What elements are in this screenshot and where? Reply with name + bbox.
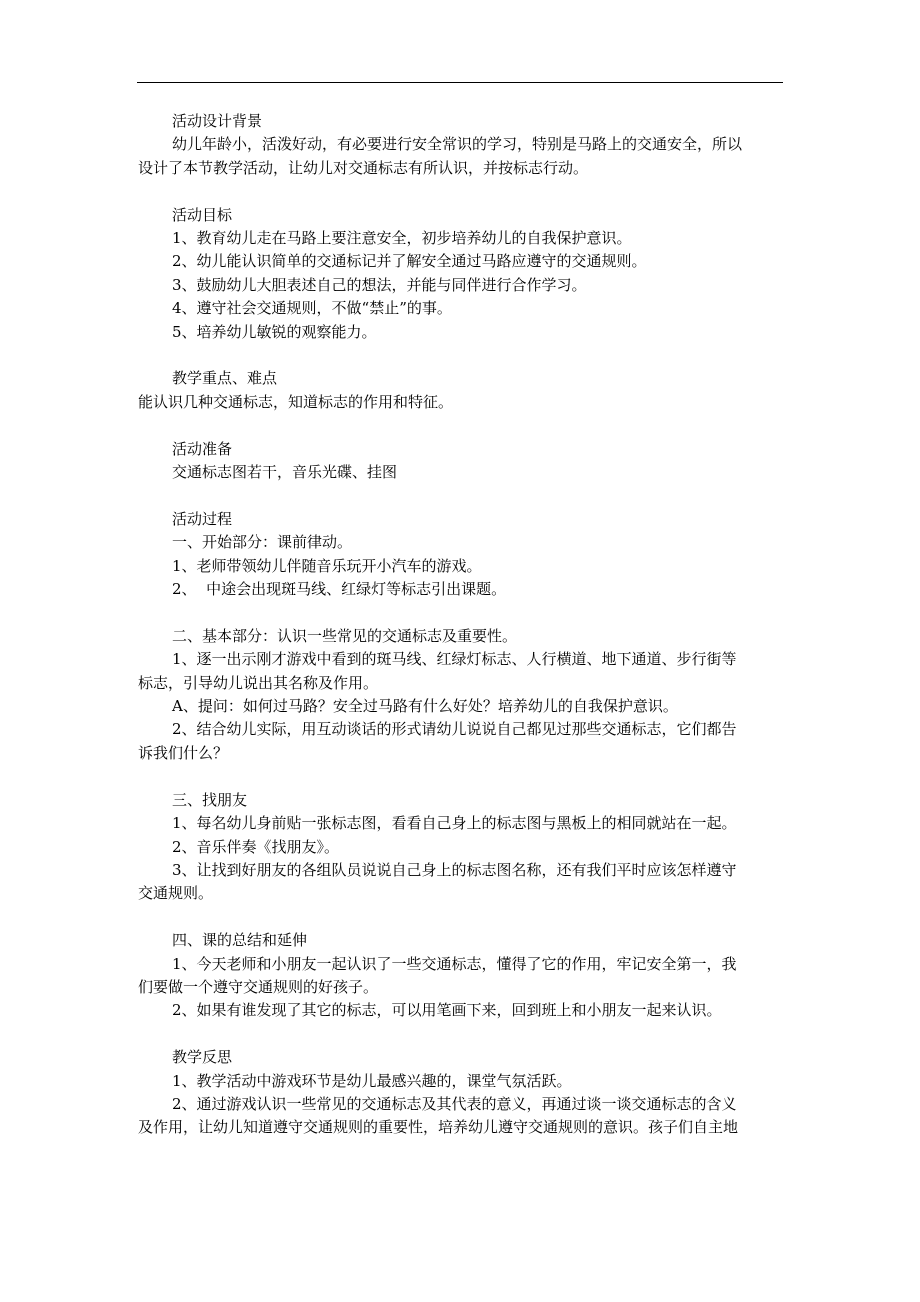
process-part-title: 三、找朋友 (172, 790, 248, 809)
process-item: 1、逐一出示刚才游戏中看到的斑马线、红绿灯标志、人行横道、地下通道、步行街等 (172, 650, 737, 669)
process-item: 2、如果有谁发现了其它的标志，可以用笔画下来，回到班上和小朋友一起来认识。 (172, 1001, 722, 1020)
process-item-continued: 诉我们什么？ (138, 743, 229, 762)
process-item-continued: 交通规则。 (138, 884, 214, 903)
reflection-item: 1、教学活动中游戏环节是幼儿最感兴趣的，课堂气氛活跃。 (172, 1071, 572, 1090)
section-heading-goals: 活动目标 (172, 205, 233, 224)
process-item: 2、 中途会出现斑马线、红绿灯等标志引出课题。 (172, 580, 507, 599)
paragraph-line: 设计了本节教学活动，让幼儿对交通标志有所认识，并按标志行动。 (138, 158, 589, 177)
process-part-title: 二、基本部分：认识一些常见的交通标志及重要性。 (172, 626, 518, 645)
header-rule (137, 82, 783, 83)
paragraph-line: 幼儿年龄小，活泼好动，有必要进行安全常识的学习，特别是马路上的交通安全，所以 (172, 135, 743, 154)
goal-item: 2、幼儿能认识简单的交通标记并了解安全通过马路应遵守的交通规则。 (172, 252, 647, 271)
process-item-continued: 们要做一个遵守交通规则的好孩子。 (138, 977, 379, 996)
reflection-item: 2、通过游戏认识一些常见的交通标志及其代表的意义，再通过谈一谈交通标志的含义 (172, 1094, 737, 1113)
process-item: 1、每名幼儿身前贴一张标志图，看看自己身上的标志图与黑板上的相同就站在一起。 (172, 814, 737, 833)
process-item: 1、老师带领幼儿伴随音乐玩开小汽车的游戏。 (172, 556, 482, 575)
process-item: 2、音乐伴奏《找朋友》。 (172, 837, 340, 856)
section-heading-preparation: 活动准备 (172, 439, 233, 458)
document-body (138, 110, 786, 1140)
paragraph-line: 交通标志图若干，音乐光碟、挂图 (172, 463, 398, 482)
goal-item: 5、培养幼儿敏锐的观察能力。 (172, 322, 377, 341)
process-part-title: 一、开始部分：课前律动。 (172, 533, 353, 552)
goal-item: 4、遵守社会交通规则，不做“禁止”的事。 (172, 299, 452, 318)
section-heading-reflection: 教学反思 (172, 1048, 233, 1067)
section-heading-key-points: 教学重点、难点 (172, 369, 278, 388)
section-heading-process: 活动过程 (172, 509, 233, 528)
reflection-item-continued: 及作用，让幼儿知道遵守交通规则的重要性，培养幼儿遵守交通规则的意识。孩子们自主地 (138, 1118, 739, 1137)
process-part-title: 四、课的总结和延伸 (172, 931, 308, 950)
process-item-continued: 标志，引导幼儿说出其名称及作用。 (138, 673, 379, 692)
process-item: 3、让找到好朋友的各组队员说说自己身上的标志图名称，还有我们平时应该怎样遵守 (172, 860, 737, 879)
process-item: 1、今天老师和小朋友一起认识了一些交通标志，懂得了它的作用，牢记安全第一，我 (172, 954, 737, 973)
paragraph-line: 能认识几种交通标志，知道标志的作用和特征。 (138, 392, 454, 411)
goal-item: 1、教育幼儿走在马路上要注意安全，初步培养幼儿的自我保护意识。 (172, 229, 632, 248)
process-item: A、提问：如何过马路？安全过马路有什么好处？培养幼儿的自我保护意识。 (172, 697, 678, 716)
process-item: 2、结合幼儿实际，用互动谈话的形式请幼儿说说自己都见过那些交通标志，它们都告 (172, 720, 737, 739)
goal-item: 3、鼓励幼儿大胆表述自己的想法，并能与同伴进行合作学习。 (172, 275, 587, 294)
section-heading-background: 活动设计背景 (172, 112, 263, 130)
